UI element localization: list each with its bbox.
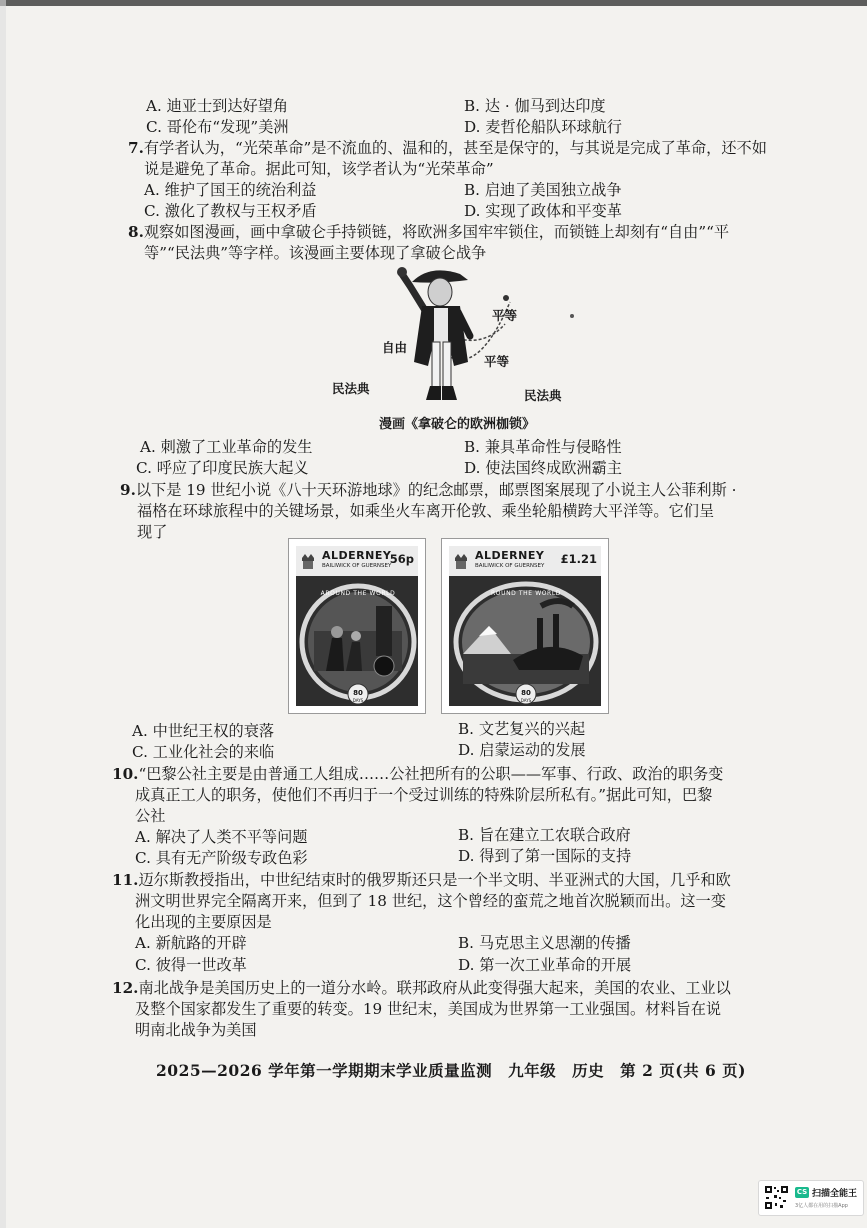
q9-stem-line2: 福格在环球旅程中的关键场景，如乘坐火车离开伦敦、乘坐轮船横跨大平洋等。它们呈 [137,502,715,520]
q8-option-c: C. 呼应了印度民族大起义 [136,459,309,477]
q10-stem-line1: 10.“巴黎公社主要是由普通工人组成……公社把所有的公职——军事、行政、政治的职务变 [112,765,724,783]
crown-crest-icon [453,552,469,570]
scanner-watermark [758,1180,864,1216]
cartoon-label-freedom: 自由 [382,340,408,355]
stamp-1-badge-sub: DAYS [352,698,364,703]
cartoon-label-equality-1: 平等 [492,308,518,323]
q9-option-d: D. 启蒙运动的发展 [458,741,586,759]
q7-option-c: C. 激化了教权与王权矛盾 [144,202,317,220]
stamp-1-ring-text: AROUND THE WORLD [320,590,396,597]
q7-option-b: B. 启迪了美国独立战争 [464,181,622,199]
stamp-2-ship-scene-icon [449,576,603,708]
q11-option-d: D. 第一次工业革命的开展 [458,956,632,974]
stamp-56p [288,538,426,714]
q12-stem-line1: 12.南北战争是美国历史上的一道分水岭。联邦政府从此变得强大起来，美国的农业、工业以 [112,979,731,997]
stamp-1-value: 56p [389,552,414,566]
stamp-2-badge: 80 [521,689,531,697]
q8-number: 8. [128,223,144,241]
q9-stem-line1: 9.以下是 19 世纪小说《八十天环游地球》的纪念邮票，邮票图案展现了小说主人公菲利斯 · [120,481,737,499]
page-edge-shadow-left [0,0,6,1228]
q9-option-b: B. 文艺复兴的兴起 [458,720,586,738]
q11-option-b: B. 马克思主义思潮的传播 [458,934,631,952]
q12-stem-line3: 明南北战争为美国 [135,1021,257,1039]
stamp-2-subtitle: BAILIWICK OF GUERNSEY [475,563,545,569]
stamp-1-21 [441,538,609,714]
q7-option-d: D. 实现了政体和平变革 [464,202,622,220]
qr-code-icon [764,1185,789,1210]
napoleon-figure-icon [330,262,600,430]
q9-option-c: C. 工业化社会的来临 [132,743,275,761]
q6-option-a: A. 迪亚士到达好望角 [146,97,289,115]
q10-number: 10. [112,765,139,783]
stamp-2-title: ALDERNEY [475,549,545,562]
page-footer: 2025—2026 学年第一学期期末学业质量监测 九年级 历史 第 2 页(共 6 页) [156,1061,746,1080]
q10-option-c: C. 具有无产阶级专政色彩 [135,849,308,867]
stamp-1-subtitle: BAILIWICK OF GUERNSEY [322,563,392,569]
q7-stem-line2: 说是避免了革命。据此可知，该学者认为“光荣革命” [144,160,494,178]
cartoon-label-equality-2: 平等 [484,354,510,369]
napoleon-cartoon [330,262,600,430]
q10-option-d: D. 得到了第一国际的支持 [458,847,632,865]
q9-stem-line3: 现了 [137,523,168,541]
stamp-2-ring-text: ROUND THE WORLD [491,590,561,597]
q6-option-b: B. 达 · 伽马到达印度 [464,97,606,115]
q8-option-a: A. 刺激了工业革命的发生 [140,438,313,456]
cartoon-caption: 漫画《拿破仑的欧洲枷锁》 [379,417,536,432]
q7-option-a: A. 维护了国王的统治利益 [144,181,317,199]
cartoon-label-civil-code-2: 民法典 [524,388,562,403]
q11-option-a: A. 新航路的开辟 [135,934,247,952]
q9-option-a: A. 中世纪王权的衰落 [132,722,275,740]
stamp-1-badge: 80 [353,689,363,697]
q11-stem-line2: 洲文明世界完全隔离开来，但到了 18 世纪，这个曾经的蛮荒之地首次脱颖而出。这一变 [135,892,726,910]
q8-stem-line1: 8.观察如图漫画，画中拿破仑手持锁链，将欧洲多国牢牢锁住，而锁链上却刻有“自由”“平 [128,223,730,241]
stamp-1-title: ALDERNEY [322,549,392,562]
q9-number: 9. [120,481,136,499]
q8-stem-line2: 等”“民法典”等字样。该漫画主要体现了拿破仑战争 [144,244,487,262]
stamp-2-badge-sub: DAYS [520,698,532,703]
q8-option-b: B. 兼具革命性与侵略性 [464,438,622,456]
q6-option-d: D. 麦哲伦船队环球航行 [464,118,622,136]
q6-option-c: C. 哥伦布“发现”美洲 [146,118,289,136]
cartoon-label-civil-code-1: 民法典 [332,381,370,396]
q10-stem-line3: 公社 [135,807,166,825]
q11-option-c: C. 彼得一世改革 [135,956,247,974]
q12-stem-line2: 及整个国家都发生了重要的转变。19 世纪末，美国成为世界第一工业强国。材料旨在说 [135,1000,722,1018]
q10-option-a: A. 解决了人类不平等问题 [135,828,308,846]
q11-stem-line3: 化出现的主要原因是 [135,913,272,931]
scanner-app-tagline: 3亿人都在用的扫描App [795,1203,848,1209]
q7-stem-line1: 7.有学者认为，“光荣革命”是不流血的、温和的，甚至是保守的，与其说是完成了革命，还不如 [128,139,767,157]
scanner-app-name: 扫描全能王 [812,1189,858,1199]
stamp-1-train-scene-icon [296,576,420,708]
stamp-2-value: £1.21 [560,552,597,566]
crown-crest-icon [300,552,316,570]
camscanner-logo: CS [796,1188,808,1196]
q12-number: 12. [112,979,139,997]
q11-stem-line1: 11.迈尔斯教授指出，中世纪结束时的俄罗斯还只是一个半文明、半亚洲式的大国，几乎和欧 [112,871,731,889]
page-edge-shadow [0,0,867,6]
q10-stem-line2: 成真正工人的职务，使他们不再归于一个受过训练的特殊阶层所私有。”据此可知，巴黎 [135,786,713,804]
q10-option-b: B. 旨在建立工农联合政府 [458,826,631,844]
q7-number: 7. [128,139,144,157]
q8-option-d: D. 使法国终成欧洲霸主 [464,459,622,477]
q11-number: 11. [112,871,139,889]
